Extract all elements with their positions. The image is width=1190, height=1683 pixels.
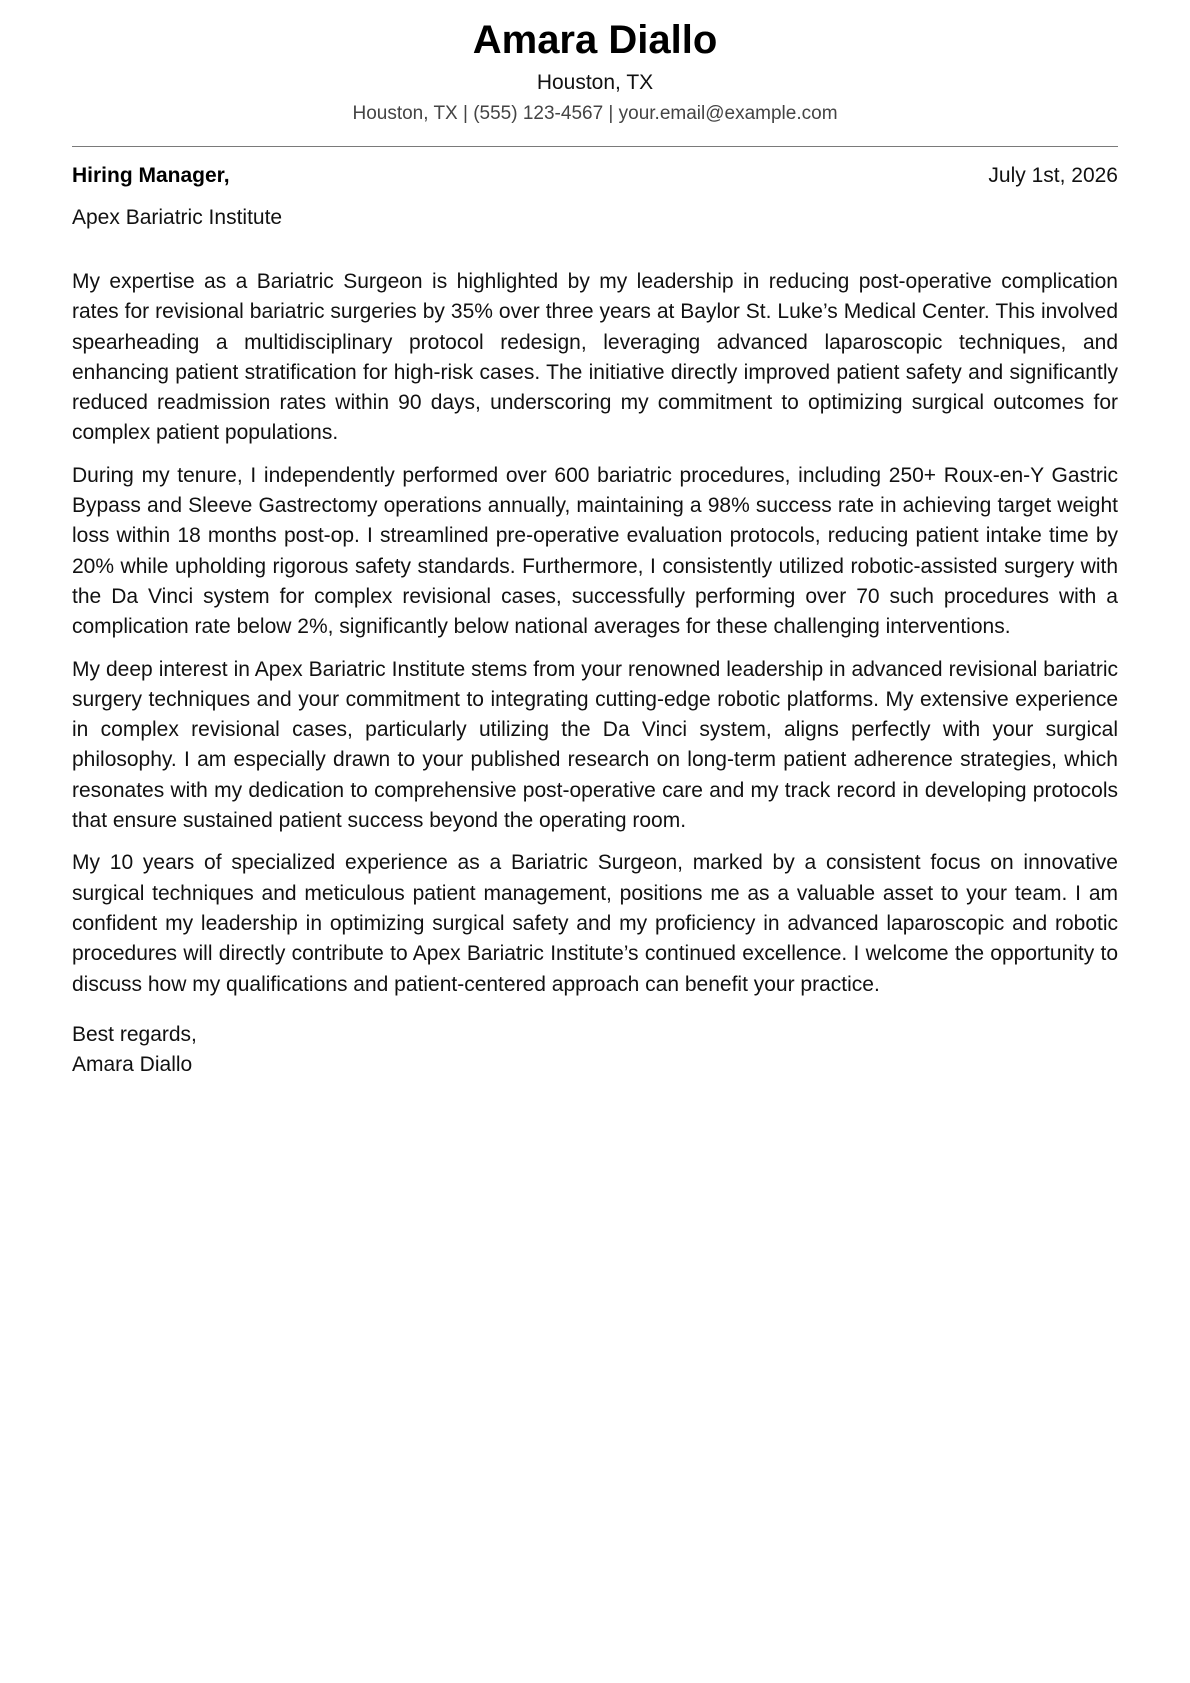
applicant-contact-line: Houston, TX | (555) 123-4567 | your.email@example.com — [352, 103, 838, 124]
body-paragraph-4: My 10 years of specialized experience as a Bariatric Surgeon, marked by a consistent focus on innovative surgical techniques and meticulous patient management, positions me as a valuable asset to your team. I am confident my leadership in optimizing surgical safety and my proficiency in advanced laparoscopic and robotic procedures will directly contribute to Apex Bariatric Institute’s continued excellence. I welcome the opportunity to discuss how my qualifications and patient-centered approach can benefit your practice. — [72, 851, 1118, 996]
closing-phrase: Best regards, — [72, 1022, 197, 1046]
body-paragraph-1: My expertise as a Bariatric Surgeon is highlighted by my leadership in reducing post-operative complication rates for revisional bariatric surgeries by 35% over three years at Baylor St. Luke’s Medical Center. This involved spearheading a multidisciplinary protocol redesign, leveraging advanced laparoscopic techniques, and enhancing patient stratification for high-risk cases. The initiative directly improved patient safety and significantly reduced readmission rates within 90 days, underscoring my commitment to optimizing surgical outcomes for complex patient populations. — [72, 270, 1118, 445]
letter-date: July 1st, 2026 — [988, 164, 1118, 187]
company-name: Apex Bariatric Institute — [72, 206, 283, 229]
signature-name: Amara Diallo — [72, 1052, 193, 1076]
recipient-salutation: Hiring Manager, — [72, 164, 230, 187]
letter-body — [72, 267, 1118, 1000]
body-paragraph-3: My deep interest in Apex Bariatric Institute stems from your renowned leadership in advanced revisional bariatric surgery techniques and your commitment to integrating cutting-edge robotic platforms. My extensive experience in complex revisional cases, particularly utilizing the Da Vinci system, aligns perfectly with your surgical philosophy. I am especially drawn to your published research on long-term patient adherence strategies, which resonates with my dedication to comprehensive post-operative care and my track record in developing protocols that ensure sustained patient success beyond the operating room. — [72, 657, 1118, 833]
body-paragraph-2: During my tenure, I independently performed over 600 bariatric procedures, including 250+ Roux-en-Y Gastric Bypass and Sleeve Gastrectomy operations annually, maintaining a 98% success rate in achieving target weight loss within 18 months post-op. I streamlined pre-operative evaluation protocols, reducing patient intake time by 20% while upholding rigorous safety standards. Furthermore, I consistently utilized robotic-assisted surgery with the Da Vinci system for complex revisional cases, successfully performing over 70 such procedures with a complication rate below 2%, significantly below national averages for these challenging interventions. — [72, 463, 1118, 639]
header-divider — [72, 146, 1118, 147]
letter-closing — [72, 1020, 1118, 1080]
applicant-location: Houston, TX — [536, 71, 654, 94]
letter-header — [72, 0, 1118, 128]
applicant-name: Amara Diallo — [472, 18, 718, 62]
recipient-date-row — [72, 161, 1118, 191]
